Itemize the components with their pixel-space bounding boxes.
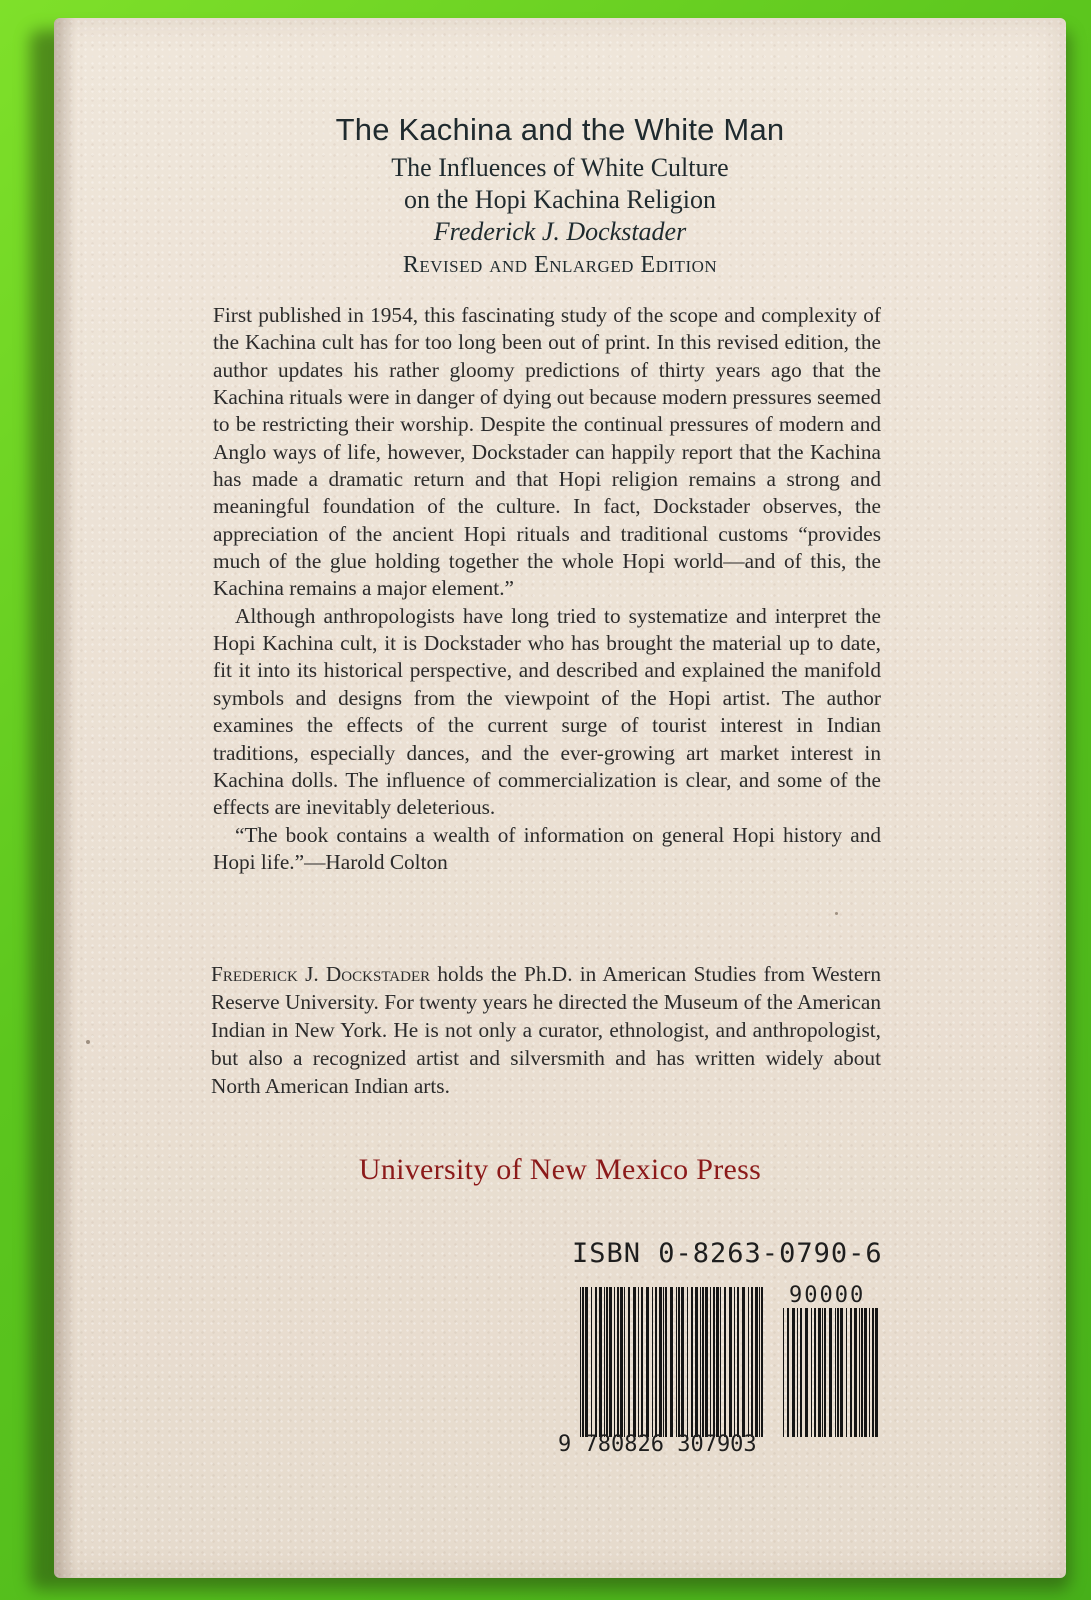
barcode-bar bbox=[606, 1287, 608, 1437]
author-bio bbox=[211, 960, 881, 1100]
barcode-bar bbox=[604, 1287, 605, 1437]
barcode-bar bbox=[835, 1308, 836, 1437]
barcode-bar bbox=[861, 1308, 863, 1437]
barcode-bar bbox=[797, 1308, 798, 1437]
barcode-bar bbox=[659, 1287, 662, 1437]
paper-speck bbox=[86, 1040, 90, 1044]
barcode-bar bbox=[595, 1287, 597, 1437]
description-paragraph-1: First published in 1954, this fascinating study of the scope and complexity of the Kachina cult has for too long been out of print. In this revised edition, the author updates his rather gloomy predictions of thirty years ago that the Kachina rituals were in danger of dying out because modern pressures seemed to be restricting their worship. Despite the continual pressures of modern and Anglo ways of life, however, Dockstader can happily report that the Kachina has made a dramatic return and that Hopi religion remains a strong and meaningful foundation of the culture. In fact, Dockstader observes, the appreciation of the ancient Hopi rituals and traditional customs “provides much of the glue holding together the whole Hopi world—and of this, the Kachina remains a major element.” bbox=[213, 303, 881, 601]
book-edition: Revised and Enlarged Edition bbox=[402, 252, 718, 278]
barcode-bar bbox=[710, 1287, 711, 1437]
book-title: The Kachina and the White Man bbox=[335, 112, 785, 147]
barcode-bar bbox=[737, 1287, 739, 1437]
addon-digits: 90000 bbox=[789, 1283, 866, 1308]
barcode-bar bbox=[761, 1287, 763, 1437]
barcode-bar bbox=[582, 1287, 584, 1437]
barcode-bar bbox=[787, 1308, 789, 1437]
barcode-bar bbox=[702, 1287, 704, 1437]
barcode-bar bbox=[864, 1308, 867, 1437]
barcode-bar bbox=[676, 1287, 677, 1437]
barcode-bar bbox=[824, 1308, 826, 1437]
barcode-bar bbox=[792, 1308, 795, 1437]
barcode-bar bbox=[663, 1287, 664, 1437]
author-bio-text: holds the Ph.D. in American Studies from Western Reserve University. For twenty years he directed the Museum of the American Indian in New York. He is not only a curator, ethnologist, and anthropologist, but also a recognized artist and silversmith and has written widely about North American Indian arts. bbox=[211, 962, 882, 1098]
barcode-bar bbox=[652, 1287, 653, 1437]
barcode-bar bbox=[638, 1287, 639, 1437]
barcode-bar bbox=[580, 1287, 581, 1437]
barcode-bar bbox=[617, 1287, 619, 1437]
isbn-number: ISBN 0-8263-0790-6 bbox=[572, 1238, 883, 1269]
barcode-bar bbox=[713, 1287, 715, 1437]
ean-barcode bbox=[578, 1287, 768, 1437]
barcode-bar bbox=[724, 1287, 726, 1437]
barcode-bar bbox=[872, 1308, 874, 1437]
ean-digits: 9 780826 307903 bbox=[558, 1432, 757, 1457]
barcode-bar bbox=[822, 1308, 823, 1437]
barcode-bar bbox=[670, 1287, 673, 1437]
author-bio-name: Frederick J. Dockstader bbox=[211, 962, 431, 986]
barcode-bar bbox=[614, 1287, 615, 1437]
barcode-bar bbox=[628, 1287, 630, 1437]
barcode-bar bbox=[814, 1308, 816, 1437]
barcode-bar bbox=[846, 1308, 847, 1437]
barcode-bar bbox=[859, 1308, 860, 1437]
price-addon-barcode bbox=[781, 1308, 881, 1437]
barcode-bar bbox=[591, 1287, 592, 1437]
barcode-bar bbox=[829, 1308, 832, 1437]
book-description bbox=[213, 302, 881, 876]
barcode-bar bbox=[850, 1308, 852, 1437]
barcode-bar bbox=[609, 1287, 612, 1437]
publisher-name: University of New Mexico Press bbox=[358, 1153, 762, 1186]
barcode-bar bbox=[599, 1287, 602, 1437]
barcode-bar bbox=[748, 1287, 749, 1437]
barcode-bar bbox=[755, 1287, 758, 1437]
barcode-bar bbox=[681, 1287, 684, 1437]
barcode-bar bbox=[854, 1308, 857, 1437]
barcode-bar bbox=[742, 1287, 745, 1437]
barcode-bar bbox=[665, 1287, 667, 1437]
barcode-bar bbox=[840, 1308, 843, 1437]
barcode-bar bbox=[716, 1287, 719, 1437]
barcode-bar bbox=[691, 1287, 693, 1437]
review-quote: “The book contains a wealth of information on general Hopi history and Hopi life.”—Harold Colton bbox=[213, 822, 881, 874]
barcode-bar bbox=[751, 1287, 753, 1437]
barcode-bar bbox=[695, 1287, 698, 1437]
barcode-bar bbox=[678, 1287, 680, 1437]
barcode-bar bbox=[705, 1287, 708, 1437]
book-subtitle-line2: on the Hopi Kachina Religion bbox=[404, 185, 716, 214]
barcode-bar bbox=[624, 1287, 625, 1437]
barcode-bar bbox=[700, 1287, 701, 1437]
barcode-bar bbox=[729, 1287, 732, 1437]
cover-header bbox=[54, 108, 1066, 282]
barcode-bar bbox=[783, 1308, 784, 1437]
barcode-bar bbox=[585, 1287, 588, 1437]
barcode-bar bbox=[759, 1287, 760, 1437]
book-author: Frederick J. Dockstader bbox=[433, 217, 687, 246]
barcode-bar bbox=[734, 1287, 735, 1437]
barcode-bar bbox=[620, 1287, 623, 1437]
barcode-bar bbox=[641, 1287, 643, 1437]
barcode-bar bbox=[869, 1308, 870, 1437]
paper-speck bbox=[835, 912, 838, 915]
barcode-bar bbox=[811, 1308, 812, 1437]
barcode-bar bbox=[655, 1287, 657, 1437]
barcode-bar bbox=[720, 1287, 721, 1437]
barcode-bar bbox=[837, 1308, 839, 1437]
barcode-bar bbox=[875, 1308, 878, 1437]
barcode-bar bbox=[800, 1308, 802, 1437]
book-subtitle-line1: The Influences of White Culture bbox=[391, 153, 729, 182]
barcode-bar bbox=[646, 1287, 649, 1437]
barcode-bar bbox=[633, 1287, 636, 1437]
description-paragraph-2: Although anthropologists have long tried to systematize and interpret the Hopi Kachina cult, it is Dockstader who has brought the material up to date, fit it into its historical perspective, and described and explained the manifold symbols and designs from the viewpoint of the Hopi artist. The author examines the effects of the current surge of tourist interest in Indian traditions, especially dances, and the ever-growing art market interest in Kachina dolls. The influence of commercialization is clear, and some of the effects are inevitably deleterious. bbox=[213, 603, 881, 820]
barcode-bar bbox=[805, 1308, 808, 1437]
barcode-bar bbox=[687, 1287, 688, 1437]
barcode-bar bbox=[818, 1308, 821, 1437]
